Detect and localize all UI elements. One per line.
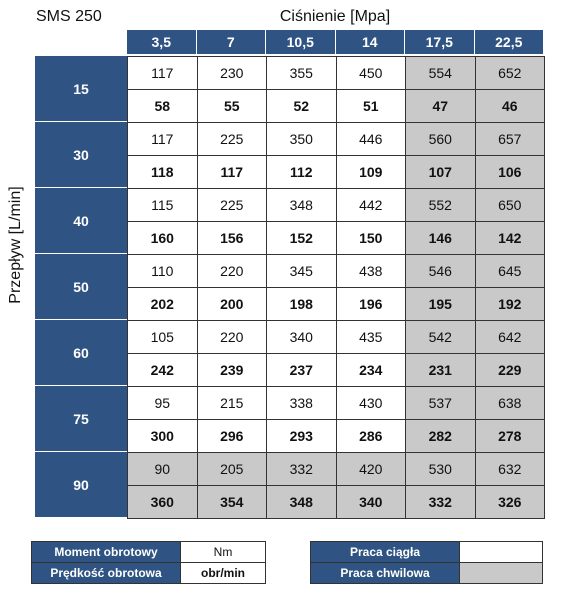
torque-cell: 350 [266,122,337,156]
torque-cell: 348 [266,188,337,222]
torque-cell: 338 [266,386,337,420]
speed-cell: 300 [127,419,198,453]
speed-cell: 354 [197,485,268,519]
speed-cell: 198 [266,287,337,321]
pressure-header: 3,5 [127,30,197,54]
legend-speed-label: Prędkość obrotowa [31,562,181,584]
speed-cell: 239 [197,353,268,387]
speed-cell: 340 [336,485,407,519]
torque-cell: 225 [197,122,268,156]
speed-cell: 293 [266,419,337,453]
speed-cell: 296 [197,419,268,453]
torque-cell: 438 [336,254,407,288]
pressure-header: 22,5 [475,30,545,54]
torque-cell: 225 [197,188,268,222]
torque-cell: 652 [475,56,546,90]
speed-cell: 160 [127,221,198,255]
pressure-header: 14 [336,30,406,54]
torque-cell: 115 [127,188,198,222]
torque-cell: 560 [405,122,476,156]
speed-cell: 278 [475,419,546,453]
flow-row-header: 50 [35,254,127,320]
torque-cell: 552 [405,188,476,222]
torque-cell: 645 [475,254,546,288]
flow-row-header: 75 [35,386,127,452]
flow-row-header: 15 [35,56,127,122]
torque-cell: 650 [475,188,546,222]
torque-cell: 537 [405,386,476,420]
torque-cell: 530 [405,452,476,486]
speed-cell: 52 [266,89,337,123]
speed-cell: 202 [127,287,198,321]
speed-cell: 109 [336,155,407,189]
flow-axis-title-text: Przepływ [L/min] [7,186,24,304]
torque-cell: 554 [405,56,476,90]
speed-cell: 47 [405,89,476,123]
torque-cell: 442 [336,188,407,222]
torque-cell: 117 [127,56,198,90]
speed-cell: 107 [405,155,476,189]
flow-row-header: 90 [35,452,127,518]
flow-row-header: 60 [35,320,127,386]
legend-intermittent-swatch [459,562,543,584]
speed-cell: 152 [266,221,337,255]
speed-cell: 231 [405,353,476,387]
legend-continuous-label: Praca ciągła [310,541,460,563]
torque-cell: 446 [336,122,407,156]
pressure-header: 7 [197,30,267,54]
torque-cell: 220 [197,254,268,288]
torque-cell: 430 [336,386,407,420]
torque-cell: 638 [475,386,546,420]
torque-cell: 95 [127,386,198,420]
speed-cell: 146 [405,221,476,255]
speed-cell: 51 [336,89,407,123]
legend-torque-unit: Nm [180,541,266,563]
torque-cell: 546 [405,254,476,288]
speed-cell: 360 [127,485,198,519]
torque-cell: 105 [127,320,198,354]
torque-cell: 215 [197,386,268,420]
speed-cell: 348 [266,485,337,519]
flow-row-header: 30 [35,122,127,188]
torque-cell: 420 [336,452,407,486]
speed-cell: 106 [475,155,546,189]
speed-cell: 192 [475,287,546,321]
torque-cell: 435 [336,320,407,354]
torque-cell: 340 [266,320,337,354]
model-label: SMS 250 [36,8,102,25]
speed-cell: 117 [197,155,268,189]
speed-cell: 229 [475,353,546,387]
torque-cell: 657 [475,122,546,156]
pressure-axis-title: Ciśnienie [Mpa] [279,8,391,25]
speed-cell: 150 [336,221,407,255]
legend-continuous-swatch [459,541,543,563]
torque-cell: 632 [475,452,546,486]
speed-cell: 156 [197,221,268,255]
torque-cell: 345 [266,254,337,288]
speed-cell: 46 [475,89,546,123]
speed-cell: 237 [266,353,337,387]
speed-cell: 332 [405,485,476,519]
pressure-header: 17,5 [405,30,475,54]
legend-intermittent-label: Praca chwilowa [310,562,460,584]
torque-cell: 230 [197,56,268,90]
speed-cell: 112 [266,155,337,189]
torque-cell: 542 [405,320,476,354]
speed-cell: 196 [336,287,407,321]
speed-cell: 200 [197,287,268,321]
torque-cell: 90 [127,452,198,486]
speed-cell: 142 [475,221,546,255]
speed-cell: 234 [336,353,407,387]
legend-torque-label: Moment obrotowy [31,541,181,563]
torque-cell: 332 [266,452,337,486]
torque-cell: 220 [197,320,268,354]
legend-speed-unit: obr/min [180,562,266,584]
torque-cell: 205 [197,452,268,486]
speed-cell: 282 [405,419,476,453]
speed-cell: 195 [405,287,476,321]
torque-cell: 117 [127,122,198,156]
speed-cell: 58 [127,89,198,123]
torque-cell: 355 [266,56,337,90]
speed-cell: 118 [127,155,198,189]
speed-cell: 326 [475,485,546,519]
speed-cell: 55 [197,89,268,123]
torque-cell: 642 [475,320,546,354]
torque-cell: 110 [127,254,198,288]
torque-cell: 450 [336,56,407,90]
speed-cell: 286 [336,419,407,453]
flow-row-header: 40 [35,188,127,254]
pressure-header: 10,5 [266,30,336,54]
speed-cell: 242 [127,353,198,387]
